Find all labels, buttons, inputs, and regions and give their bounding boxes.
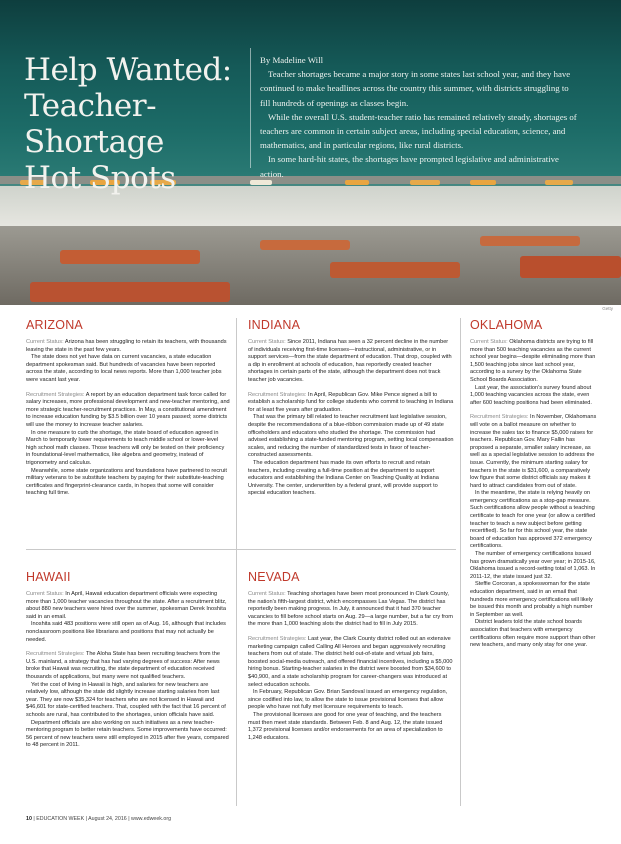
strategies-paragraph xyxy=(26,392,230,430)
row-divider xyxy=(26,549,456,550)
body-paragraph: Inoshita said 483 positions were still open as of Aug. 16, although that includes nonclassroom positions like librarians and positions that may not actually be needed. xyxy=(26,621,226,643)
desk xyxy=(330,262,460,278)
status-text: Oklahoma districts are trying to fill more than 500 teaching vacancies as the current school year begins—despite eliminating more than 1,500 teaching jobs since last school year, according to a survey by the Oklahoma State School Boards Association. xyxy=(470,339,596,383)
desk xyxy=(260,240,350,250)
title-line: Hot Spots xyxy=(24,160,176,196)
strategies-paragraph xyxy=(26,651,230,681)
body-paragraph: Last year, the association's survey found about 1,000 teaching vacancies across the state, even after 600 teaching positions had been eliminated. xyxy=(470,384,592,406)
body-paragraph: Meanwhile, some state organizations and foundations have partnered to recruit military veterans to be substitute teachers by paying for their substitute-teaching certificates and fingerprint-clearance cards, in hopes that some will consider teaching full time. xyxy=(26,467,227,497)
state-heading: NEVADA xyxy=(248,570,300,584)
strategies-label: Recruitment Strategies: xyxy=(26,391,85,398)
strategies-paragraph xyxy=(248,392,454,415)
strategies-paragraph xyxy=(248,636,454,689)
state-heading: HAWAII xyxy=(26,570,71,584)
strategies-text: In November, Oklahomans will vote on a ballot measure on whether to increase the sales tax to finance $5,000 raises for teachers. Republican Gov. Mary Fallin has proposed a separate, smaller salary increase, as well as a special legislative session to address the issue. Currently, the minimum starting salary for teachers in the state is $31,600, a comparatively low figure that some district officials say makes it hard to attract candidates from out of state. xyxy=(470,414,597,489)
section-oklahoma xyxy=(470,318,598,650)
status-paragraph xyxy=(26,591,230,621)
body-paragraph: District leaders told the state school boards association that teachers with emergency certifications often require more support than other new teachers, and many only stay for one year. xyxy=(470,619,596,649)
footer-text: | EDUCATION WEEK | August 24, 2016 | www.edweek.org xyxy=(33,816,172,822)
state-heading: INDIANA xyxy=(248,318,301,332)
body-paragraph: That was the primary bill related to teacher recruitment last legislative session, despite the recommendations of a blue-ribbon commission made up of 49 state officeholders and educators who studied the shortage. The commission had advised establishing a state-funded mentoring program, setting local compensation scales, and reducing the number of standardized tests in favor of teacher-constructed assessments. xyxy=(248,414,454,459)
byline: By Madeline Will xyxy=(260,55,324,65)
status-text: Arizona has been struggling to retain its teachers, with thousands leaving the state in the past few years. xyxy=(26,339,227,353)
title-line: Help Wanted: xyxy=(24,52,232,88)
body-paragraph: Yet the cost of living in Hawaii is high, and salaries for new teachers are relatively low, although the state did slightly increase starting salaries from last year. They are now $35,324 for teachers who are not licensed in Hawaii and $46,601 for state-certified teachers. That, coupled with the fact that 16 percent of schools are rural, has contributed to the shortages, union officials have said. xyxy=(26,681,226,718)
strategies-label: Recruitment Strategies: xyxy=(248,635,307,642)
section-arizona xyxy=(26,318,230,498)
strategies-label: Recruitment Strategies: xyxy=(248,391,307,398)
desk xyxy=(30,282,230,302)
status-paragraph xyxy=(248,591,454,629)
strategies-text: A report by an education department task force called for salary increases, more professional development and new-teacher mentoring, and more strategic teacher-recruitment practices. In May, a constitutional amendment to increase education funding by $3.5 billion over 10 years passed; some districts will use the money to increase teacher salaries. xyxy=(26,391,230,428)
strategies-paragraph xyxy=(470,414,598,490)
strategies-label: Recruitment Strategies: xyxy=(470,414,529,421)
strategies-label: Recruitment Strategies: xyxy=(26,651,85,658)
body-paragraph: Department officials are also working on such initiatives as a new teacher-mentoring program to better retain teachers. Some improvements have occurred: 56 percent of new teachers were still employed in 2015 after five years, compared to 48 percent in 2011. xyxy=(26,719,229,749)
intro-paragraph: While the overall U.S. student-teacher ratio has remained relatively steady, shortages of teachers are common in certain subject areas, including special education, science, and mathematics, and in particular regions, like rural districts. xyxy=(260,111,577,151)
strategies-text: In April, Republican Gov. Mike Pence signed a bill to establish a scholarship fund for college students who commit to teaching in Indiana for at least five years after graduation. xyxy=(248,391,454,413)
strategies-text: Last year, the Clark County district rolled out an extensive marketing campaign called Calling All Heroes and began aggressively recruiting teachers from out of state. The district held out-of-state and virtual job fairs, boosted social-media outreach, and offered financial incentives, including a $5,000 hiring bonus. Starting-teacher salaries in the district were boosted from $34,600 to $40,900, and a state scholarship program for career-changers was introduced at select education schools. xyxy=(248,635,453,688)
desk xyxy=(60,250,200,264)
status-label: Current Status: xyxy=(248,339,286,345)
state-heading: OKLAHOMA xyxy=(470,318,543,332)
title-line: Teacher-Shortage xyxy=(24,88,164,160)
section-nevada xyxy=(248,570,454,742)
column-divider xyxy=(236,318,237,806)
intro-paragraph: Teacher shortages became a major story in some states last school year, and they have continued to make headlines across the country this summer, with districts struggling to fill hundreds of openings as classes begin. xyxy=(260,69,571,108)
page-footer xyxy=(26,816,171,822)
status-label: Current Status: xyxy=(26,591,64,597)
state-heading: ARIZONA xyxy=(26,318,83,332)
status-paragraph xyxy=(248,339,454,385)
intro-paragraph: In some hard-hit states, the shortages have prompted legislative and administrative action. xyxy=(260,154,559,179)
desk xyxy=(480,236,580,246)
body-paragraph: In the meantime, the state is relying heavily on emergency certifications as a stop-gap measure. Such certifications allow people without a teaching certificate to teach for one year (or allow a certified teacher to teach a new subject before getting recertified). So far for this school year, the state board of education has approved 372 emergency certifications. xyxy=(470,490,596,550)
status-label: Current Status: xyxy=(248,591,286,597)
body-paragraph: The state does not yet have data on current vacancies, a state education department spokesman said. But hundreds of vacancies have been reported across the state, according to local news reports. More than 1,000 teacher jobs were vacant last year. xyxy=(26,354,222,383)
status-paragraph xyxy=(26,339,230,354)
page-number: 10 xyxy=(26,816,32,822)
status-text: Since 2011, Indiana has seen a 32 percent decline in the number of individuals receiving first-time licenses—instructional, administrative, or in support services—from the state department of education. That drop, coupled with a dip in enrollment at schools of education, has reportedly created teacher shortages in certain parts of the state, although the department does not track teacher job vacancies. xyxy=(248,339,452,383)
status-text: In April, Hawaii education department officials were expecting more than 1,000 teacher vacancies throughout the state. After a recruitment blitz, about 880 new teachers were hired over the summer, spokesman Derek Inoshita said in an email. xyxy=(26,591,227,620)
hero-photo xyxy=(0,0,621,305)
section-hawaii xyxy=(26,570,230,750)
body-paragraph: The number of emergency certifications issued has grown dramatically year over year; in 2015-16, Oklahoma issued a record-setting total of 1,063. In 2011-12, the state issued just 32. xyxy=(470,551,596,580)
intro-text xyxy=(260,53,580,181)
status-text: Teaching shortages have been most pronounced in Clark County, the nation's fifth-largest district, which encompasses Las Vegas. The district has reportedly been making progress. In July, it announced that it had 370 teacher vacancies to fill before school starts on Aug. 29—a large number, but a far cry from the more than 1,000 teaching slots the district had to fill in July 2015. xyxy=(248,591,453,628)
body-paragraph: The provisional licenses are good for one year of teaching, and the teachers must then meet state standards. Between Feb. 8 and Aug. 12, the state issued 1,372 provisional licenses and/or endorsements for an area of specialization to 1,248 educators. xyxy=(248,711,443,741)
photo-credit: Getty xyxy=(602,306,613,311)
status-label: Current Status: xyxy=(470,339,508,345)
desk xyxy=(520,256,621,278)
body-paragraph: Steffie Corcoran, a spokeswoman for the state education department, said in an email that hundreds more emergency certifications will likely be issued this month and probably a high number in September as well. xyxy=(470,581,593,618)
section-indiana xyxy=(248,318,454,498)
strategies-text: The Aloha State has been recruiting teachers from the U.S. mainland, a strategy that has had varying degrees of success: After news broke that Hawaii was recruiting, the state department of education received thousands of applications, but many were not qualified teachers. xyxy=(26,651,220,680)
column-divider xyxy=(460,318,461,806)
hero-divider xyxy=(250,48,251,168)
status-paragraph xyxy=(470,339,598,385)
status-label: Current Status: xyxy=(26,339,64,345)
body-paragraph: In one measure to curb the shortage, the state board of education agreed in March to temporarily lower requirements to teach middle school or lower-level high school math classes. Those teachers will only be tested on their proficiency in foundational-level mathematics, like algebra and geometry, instead of trigonometry and calculus. xyxy=(26,429,225,466)
body-paragraph: In February, Republican Gov. Brian Sandoval issued an emergency regulation, since codified into law, to allow the state to issue provisional licenses that allow people who have not fully met licensure requirements to teach. xyxy=(248,689,448,711)
body-paragraph: The education department has made its own efforts to recruit and retain teachers, including creating a full-time position at the department to support educators and establishing the Indiana Center on Teaching Quality at Indiana University. The center, underwritten by a federal grant, will provide support to special education teachers. xyxy=(248,459,439,497)
page-title xyxy=(24,52,244,196)
